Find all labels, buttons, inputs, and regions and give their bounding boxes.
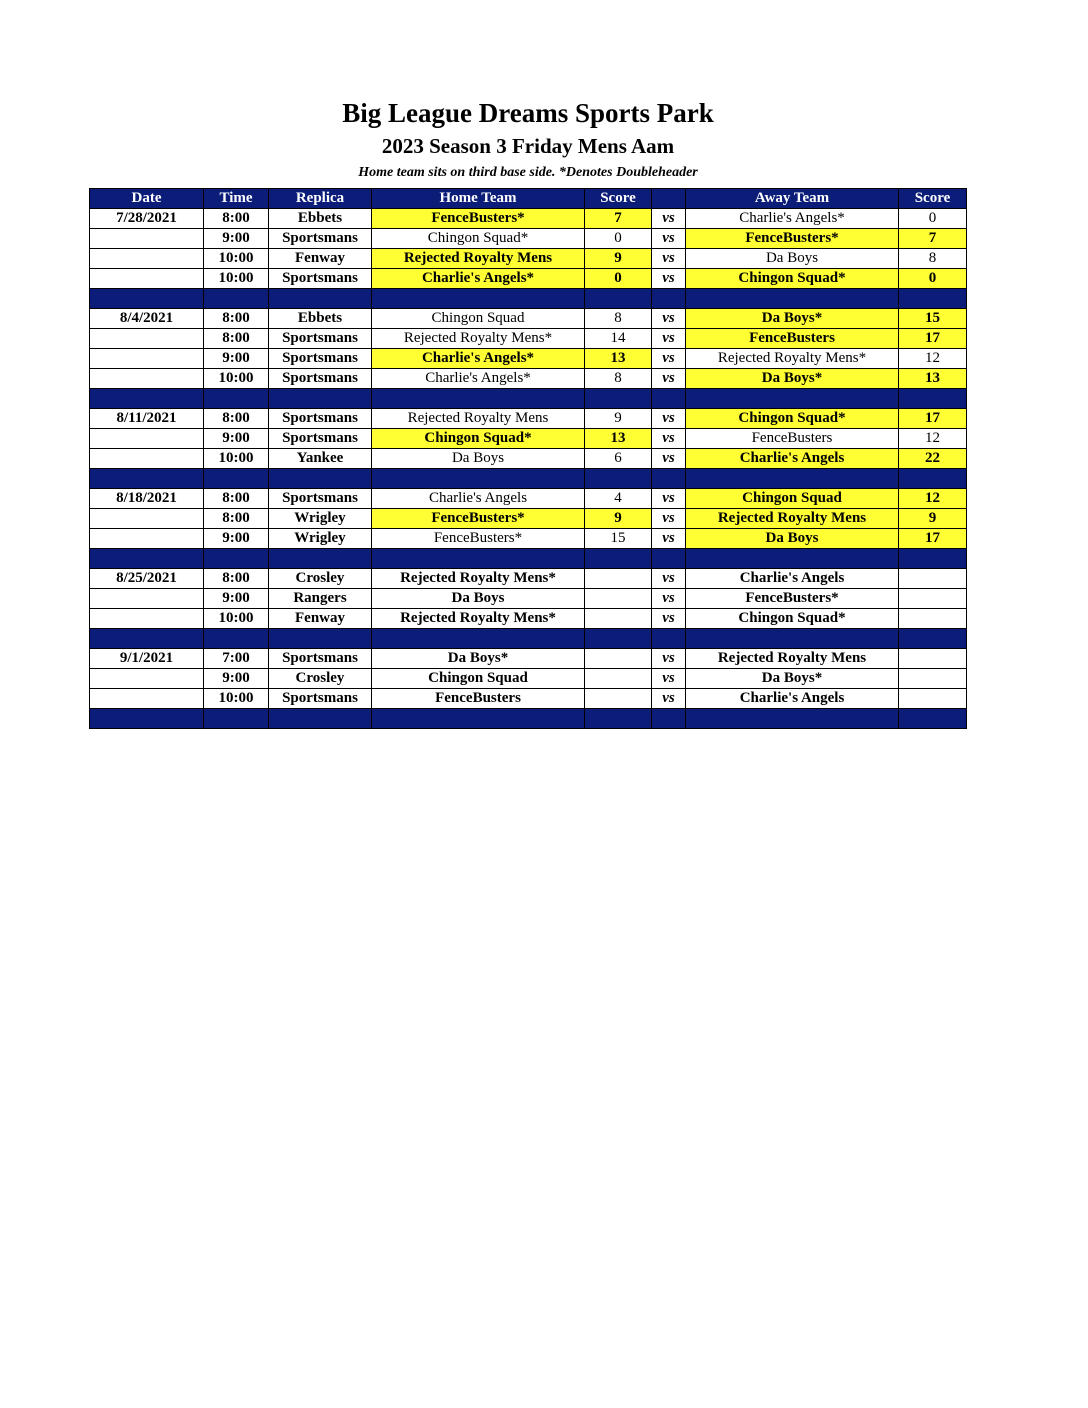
home-score-cell (585, 649, 652, 669)
date-cell: 8/18/2021 (90, 489, 204, 509)
vs-cell: vs (652, 349, 686, 369)
vs-cell: vs (652, 589, 686, 609)
time-cell: 7:00 (204, 649, 269, 669)
home-score-cell: 15 (585, 529, 652, 549)
separator-cell (90, 629, 204, 649)
time-cell: 9:00 (204, 229, 269, 249)
away-team-cell: FenceBusters (686, 329, 899, 349)
separator-cell (204, 549, 269, 569)
replica-cell: Sportsmans (269, 409, 372, 429)
replica-cell: Sportsmans (269, 329, 372, 349)
table-row (90, 349, 967, 369)
table-row (90, 649, 967, 669)
table-row (90, 209, 967, 229)
time-cell: 8:00 (204, 569, 269, 589)
replica-cell: Sportsmans (269, 489, 372, 509)
separator-cell (269, 549, 372, 569)
separator-cell (269, 289, 372, 309)
table-row (90, 329, 967, 349)
home-score-cell: 14 (585, 329, 652, 349)
separator-cell (90, 549, 204, 569)
home-score-cell: 8 (585, 369, 652, 389)
separator-cell (90, 469, 204, 489)
date-cell (90, 449, 204, 469)
replica-cell: Sportsmans (269, 689, 372, 709)
separator-cell (899, 709, 967, 729)
table-row (90, 529, 967, 549)
time-cell: 10:00 (204, 609, 269, 629)
table-row (90, 429, 967, 449)
separator-cell (90, 389, 204, 409)
away-score-cell: 12 (899, 489, 967, 509)
vs-cell: vs (652, 229, 686, 249)
separator-row (90, 709, 967, 729)
away-score-cell: 12 (899, 429, 967, 449)
away-team-cell: FenceBusters (686, 429, 899, 449)
table-row (90, 309, 967, 329)
date-cell (90, 229, 204, 249)
time-cell: 8:00 (204, 509, 269, 529)
separator-row (90, 629, 967, 649)
time-cell: 10:00 (204, 269, 269, 289)
separator-cell (269, 389, 372, 409)
separator-cell (652, 389, 686, 409)
replica-cell: Ebbets (269, 309, 372, 329)
away-score-cell: 9 (899, 509, 967, 529)
separator-cell (652, 709, 686, 729)
separator-cell (686, 549, 899, 569)
table-row (90, 269, 967, 289)
vs-cell: vs (652, 429, 686, 449)
col-date: Date (90, 189, 204, 209)
away-score-cell: 13 (899, 369, 967, 389)
home-score-cell: 9 (585, 249, 652, 269)
replica-cell: Yankee (269, 449, 372, 469)
separator-row (90, 389, 967, 409)
home-team-cell: FenceBusters* (372, 209, 585, 229)
home-team-cell: Charlie's Angels* (372, 369, 585, 389)
separator-cell (652, 289, 686, 309)
col-vs (652, 189, 686, 209)
home-score-cell: 7 (585, 209, 652, 229)
table-row (90, 449, 967, 469)
date-cell: 9/1/2021 (90, 649, 204, 669)
vs-cell: vs (652, 369, 686, 389)
separator-cell (585, 549, 652, 569)
separator-cell (269, 709, 372, 729)
separator-row (90, 469, 967, 489)
home-team-cell: FenceBusters (372, 689, 585, 709)
vs-cell: vs (652, 529, 686, 549)
table-row (90, 669, 967, 689)
away-team-cell: Chingon Squad* (686, 409, 899, 429)
separator-cell (899, 549, 967, 569)
separator-cell (204, 389, 269, 409)
away-score-cell: 0 (899, 269, 967, 289)
away-score-cell (899, 609, 967, 629)
date-cell (90, 349, 204, 369)
home-score-cell: 9 (585, 509, 652, 529)
separator-cell (372, 289, 585, 309)
home-team-cell: Da Boys (372, 589, 585, 609)
separator-cell (686, 709, 899, 729)
away-score-cell (899, 649, 967, 669)
replica-cell: Crosley (269, 569, 372, 589)
home-team-cell: Da Boys (372, 449, 585, 469)
separator-cell (686, 289, 899, 309)
home-team-cell: Rejected Royalty Mens (372, 249, 585, 269)
home-score-cell: 9 (585, 409, 652, 429)
vs-cell: vs (652, 449, 686, 469)
schedule-note: Home team sits on third base side. *Denotes Doubleheader (358, 165, 698, 180)
away-score-cell (899, 589, 967, 609)
date-cell: 7/28/2021 (90, 209, 204, 229)
separator-cell (269, 629, 372, 649)
date-cell (90, 509, 204, 529)
table-row (90, 589, 967, 609)
vs-cell: vs (652, 249, 686, 269)
away-team-cell: Charlie's Angels (686, 569, 899, 589)
home-team-cell: Charlie's Angels* (372, 269, 585, 289)
separator-cell (372, 389, 585, 409)
away-team-cell: Charlie's Angels (686, 689, 899, 709)
away-score-cell: 17 (899, 529, 967, 549)
date-cell (90, 329, 204, 349)
away-team-cell: Rejected Royalty Mens (686, 649, 899, 669)
vs-cell: vs (652, 649, 686, 669)
home-score-cell (585, 569, 652, 589)
separator-cell (585, 469, 652, 489)
away-score-cell: 7 (899, 229, 967, 249)
separator-cell (204, 289, 269, 309)
replica-cell: Rangers (269, 589, 372, 609)
away-team-cell: FenceBusters* (686, 229, 899, 249)
replica-cell: Wrigley (269, 529, 372, 549)
home-team-cell: Rejected Royalty Mens* (372, 609, 585, 629)
vs-cell: vs (652, 329, 686, 349)
date-cell (90, 609, 204, 629)
replica-cell: Fenway (269, 609, 372, 629)
date-cell (90, 369, 204, 389)
home-score-cell (585, 669, 652, 689)
date-cell (90, 589, 204, 609)
vs-cell: vs (652, 209, 686, 229)
home-team-cell: Charlie's Angels (372, 489, 585, 509)
home-score-cell (585, 609, 652, 629)
time-cell: 9:00 (204, 349, 269, 369)
away-team-cell: Da Boys (686, 249, 899, 269)
home-team-cell: FenceBusters* (372, 509, 585, 529)
away-score-cell (899, 689, 967, 709)
separator-cell (90, 289, 204, 309)
col-replica: Replica (269, 189, 372, 209)
time-cell: 10:00 (204, 689, 269, 709)
col-home-team: Home Team (372, 189, 585, 209)
date-cell (90, 529, 204, 549)
home-team-cell: Chingon Squad (372, 669, 585, 689)
away-score-cell: 0 (899, 209, 967, 229)
date-cell: 8/25/2021 (90, 569, 204, 589)
vs-cell: vs (652, 489, 686, 509)
vs-cell: vs (652, 569, 686, 589)
page-subtitle: 2023 Season 3 Friday Mens Aam (381, 134, 675, 158)
table-row (90, 609, 967, 629)
replica-cell: Crosley (269, 669, 372, 689)
time-cell: 8:00 (204, 329, 269, 349)
replica-cell: Sportsmans (269, 229, 372, 249)
away-team-cell: Chingon Squad (686, 489, 899, 509)
schedule-body (90, 209, 967, 729)
home-score-cell: 13 (585, 429, 652, 449)
home-team-cell: Chingon Squad* (372, 429, 585, 449)
date-cell (90, 429, 204, 449)
away-score-cell: 15 (899, 309, 967, 329)
separator-cell (686, 469, 899, 489)
time-cell: 10:00 (204, 369, 269, 389)
home-score-cell: 6 (585, 449, 652, 469)
replica-cell: Sportsmans (269, 649, 372, 669)
vs-cell: vs (652, 609, 686, 629)
schedule-table (89, 188, 967, 729)
time-cell: 10:00 (204, 249, 269, 269)
home-team-cell: Da Boys* (372, 649, 585, 669)
date-cell: 8/11/2021 (90, 409, 204, 429)
separator-cell (652, 549, 686, 569)
away-team-cell: Rejected Royalty Mens (686, 509, 899, 529)
time-cell: 9:00 (204, 529, 269, 549)
separator-cell (585, 289, 652, 309)
table-row (90, 489, 967, 509)
vs-cell: vs (652, 689, 686, 709)
separator-cell (652, 469, 686, 489)
table-row (90, 689, 967, 709)
away-team-cell: Da Boys* (686, 369, 899, 389)
away-team-cell: Rejected Royalty Mens* (686, 349, 899, 369)
separator-cell (269, 469, 372, 489)
home-score-cell: 13 (585, 349, 652, 369)
vs-cell: vs (652, 669, 686, 689)
separator-cell (204, 629, 269, 649)
separator-cell (90, 709, 204, 729)
separator-cell (899, 469, 967, 489)
table-row (90, 229, 967, 249)
away-team-cell: Chingon Squad* (686, 269, 899, 289)
home-team-cell: Chingon Squad* (372, 229, 585, 249)
separator-cell (899, 629, 967, 649)
vs-cell: vs (652, 509, 686, 529)
away-team-cell: Da Boys (686, 529, 899, 549)
date-cell: 8/4/2021 (90, 309, 204, 329)
away-score-cell (899, 669, 967, 689)
separator-row (90, 549, 967, 569)
col-away-team: Away Team (686, 189, 899, 209)
separator-cell (204, 709, 269, 729)
separator-cell (372, 629, 585, 649)
replica-cell: Sportsmans (269, 369, 372, 389)
away-score-cell (899, 569, 967, 589)
table-row (90, 369, 967, 389)
separator-cell (899, 389, 967, 409)
separator-cell (686, 629, 899, 649)
separator-cell (204, 469, 269, 489)
col-time: Time (204, 189, 269, 209)
home-team-cell: Rejected Royalty Mens* (372, 329, 585, 349)
home-team-cell: Charlie's Angels* (372, 349, 585, 369)
separator-row (90, 289, 967, 309)
away-team-cell: Da Boys* (686, 309, 899, 329)
vs-cell: vs (652, 409, 686, 429)
separator-cell (372, 549, 585, 569)
away-team-cell: Charlie's Angels* (686, 209, 899, 229)
separator-cell (585, 389, 652, 409)
replica-cell: Ebbets (269, 209, 372, 229)
time-cell: 8:00 (204, 409, 269, 429)
date-cell (90, 269, 204, 289)
time-cell: 9:00 (204, 589, 269, 609)
replica-cell: Sportsmans (269, 349, 372, 369)
separator-cell (372, 469, 585, 489)
replica-cell: Wrigley (269, 509, 372, 529)
away-score-cell: 17 (899, 409, 967, 429)
date-cell (90, 669, 204, 689)
separator-cell (899, 289, 967, 309)
page-title: Big League Dreams Sports Park (342, 98, 714, 128)
date-cell (90, 249, 204, 269)
home-score-cell: 8 (585, 309, 652, 329)
home-team-cell: Chingon Squad (372, 309, 585, 329)
away-score-cell: 8 (899, 249, 967, 269)
away-score-cell: 12 (899, 349, 967, 369)
col-away-score: Score (899, 189, 967, 209)
home-score-cell: 0 (585, 269, 652, 289)
vs-cell: vs (652, 269, 686, 289)
table-row (90, 409, 967, 429)
table-row (90, 509, 967, 529)
separator-cell (585, 709, 652, 729)
vs-cell: vs (652, 309, 686, 329)
away-team-cell: Da Boys* (686, 669, 899, 689)
home-score-cell (585, 589, 652, 609)
table-row (90, 249, 967, 269)
time-cell: 8:00 (204, 209, 269, 229)
away-team-cell: Chingon Squad* (686, 609, 899, 629)
separator-cell (585, 629, 652, 649)
home-score-cell: 4 (585, 489, 652, 509)
replica-cell: Fenway (269, 249, 372, 269)
away-score-cell: 17 (899, 329, 967, 349)
separator-cell (652, 629, 686, 649)
home-team-cell: FenceBusters* (372, 529, 585, 549)
away-team-cell: Charlie's Angels (686, 449, 899, 469)
time-cell: 8:00 (204, 489, 269, 509)
replica-cell: Sportsmans (269, 429, 372, 449)
replica-cell: Sportsmans (269, 269, 372, 289)
table-row (90, 569, 967, 589)
col-home-score: Score (585, 189, 652, 209)
home-score-cell: 0 (585, 229, 652, 249)
time-cell: 10:00 (204, 449, 269, 469)
date-cell (90, 689, 204, 709)
away-score-cell: 22 (899, 449, 967, 469)
time-cell: 9:00 (204, 669, 269, 689)
away-team-cell: FenceBusters* (686, 589, 899, 609)
separator-cell (686, 389, 899, 409)
time-cell: 8:00 (204, 309, 269, 329)
home-score-cell (585, 689, 652, 709)
separator-cell (372, 709, 585, 729)
home-team-cell: Rejected Royalty Mens (372, 409, 585, 429)
header-row (90, 189, 967, 209)
home-team-cell: Rejected Royalty Mens* (372, 569, 585, 589)
time-cell: 9:00 (204, 429, 269, 449)
